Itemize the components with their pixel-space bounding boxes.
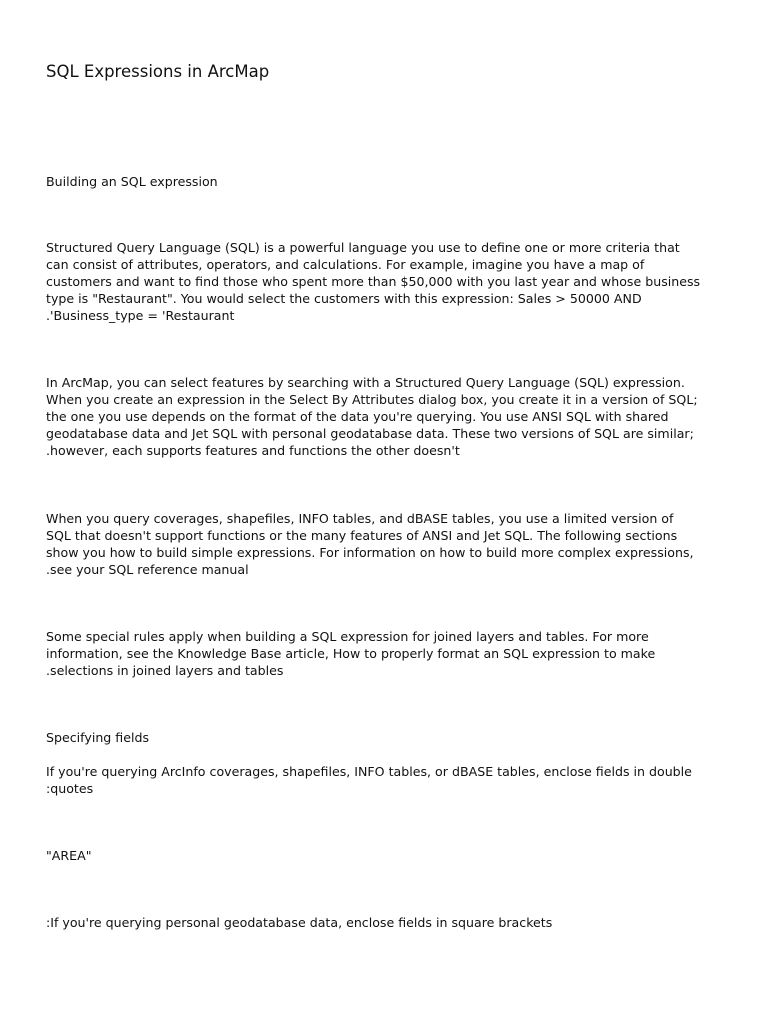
paragraph-line: Structured Query Language (SQL) is a powerful language you use to define one or more criteria that: [46, 240, 680, 255]
paragraph-line: geodatabase data and Jet SQL with personal geodatabase data. These two versions of SQL are similar;: [46, 426, 694, 441]
paragraph-line: When you create an expression in the Select By Attributes dialog box, you create it in a version of SQL;: [46, 392, 698, 407]
paragraph-line: customers and want to find those who spent more than $50,000 with you last year and whose business: [46, 274, 701, 289]
paragraph-line: .see your SQL reference manual: [46, 562, 249, 577]
paragraph-line: SQL that doesn't support functions or the many features of ANSI and Jet SQL. The following sections: [46, 528, 678, 543]
paragraph-arcmap-selection: [46, 374, 736, 459]
section-heading-building: Building an SQL expression: [46, 174, 218, 189]
paragraph-line: Some special rules apply when building a SQL expression for joined layers and tables. For more: [46, 629, 649, 644]
paragraph-joined-layers: [46, 628, 736, 679]
paragraph-line: .selections in joined layers and tables: [46, 663, 284, 678]
paragraph-line: :If you're querying personal geodatabase data, enclose fields in square brackets: [46, 915, 553, 930]
paragraph-line: :quotes: [46, 781, 94, 796]
paragraph-line: the one you use depends on the format of the data you're querying. You use ANSI SQL with shared: [46, 409, 669, 424]
paragraph-line: .however, each supports features and functions the other doesn't: [46, 443, 460, 458]
paragraph-sql-intro: [46, 239, 736, 324]
paragraph-line: can consist of attributes, operators, and calculations. For example, imagine you have a map of: [46, 257, 645, 272]
paragraph-line: .'Business_type = 'Restaurant: [46, 308, 235, 323]
paragraph-double-quotes: [46, 763, 736, 797]
paragraph-line: If you're querying ArcInfo coverages, shapefiles, INFO tables, or dBASE tables, enclose fields in double: [46, 764, 692, 779]
document-title: SQL Expressions in ArcMap: [46, 62, 270, 81]
example-area-field: "AREA": [46, 848, 92, 863]
section-heading-fields: Specifying fields: [46, 730, 150, 745]
paragraph-line: type is "Restaurant". You would select the customers with this expression: Sales > 50000 AND: [46, 291, 642, 306]
paragraph-coverages: [46, 510, 736, 578]
paragraph-square-brackets: [46, 914, 736, 931]
paragraph-line: When you query coverages, shapefiles, INFO tables, and dBASE tables, you use a limited version of: [46, 511, 674, 526]
paragraph-line: information, see the Knowledge Base article, How to properly format an SQL expression to make: [46, 646, 656, 661]
paragraph-line: show you how to build simple expressions. For information on how to build more complex expressions,: [46, 545, 694, 560]
paragraph-line: In ArcMap, you can select features by searching with a Structured Query Language (SQL) expression.: [46, 375, 685, 390]
